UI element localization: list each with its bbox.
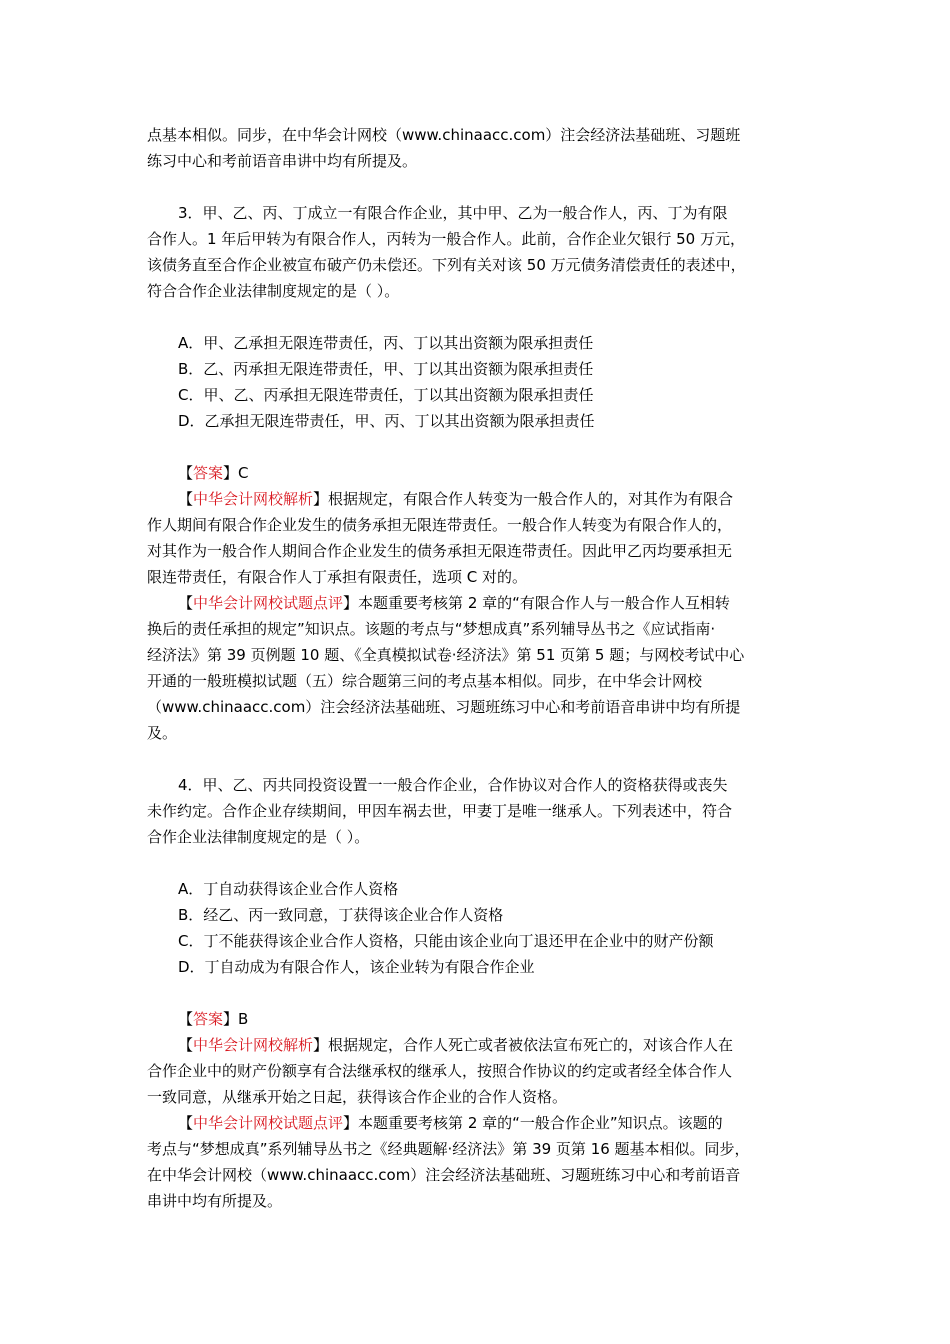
- question-3-review: [147, 590, 837, 616]
- question-3-option-a: A．甲、乙承担无限连带责任，丙、丁以其出资额为限承担责任: [178, 334, 594, 352]
- question-4-analysis: [147, 1032, 837, 1058]
- spacer: [147, 850, 837, 876]
- analysis-text: 根据规定，合作人死亡或者被依法宣布死亡的，对该合作人在: [328, 1036, 734, 1054]
- bracket-open: 【: [178, 1114, 194, 1132]
- question-3-stem: 合作人。1 年后甲转为有限合作人，丙转为一般合作人。此前，合作企业欠银行 50 万元，: [147, 230, 745, 248]
- question-4-option-c: C．丁不能获得该企业合作人资格，只能由该企业向丁退还甲在企业中的财产份额: [178, 932, 714, 950]
- spacer: [147, 174, 837, 200]
- question-4-review-line: 在中华会计网校（www.chinaacc.com）注会经济法基础班、习题班练习中心和考前语音: [147, 1166, 741, 1184]
- analysis-tag: 中华会计网校解析: [193, 490, 314, 508]
- answer-tag: 答案: [193, 1010, 224, 1028]
- spacer: [147, 434, 837, 460]
- question-4-option-d: D．丁自动成为有限合作人，该企业转为有限合作企业: [178, 958, 535, 976]
- bracket-close: 】: [313, 1036, 329, 1054]
- bracket-open: 【: [178, 490, 194, 508]
- question-3-analysis-line: 作人期间有限合作企业发生的债务承担无限连带责任。一般合作人转变为有限合作人的，: [147, 516, 733, 534]
- bracket-open: 【: [178, 1036, 194, 1054]
- spacer: [147, 746, 837, 772]
- answer-value: C: [238, 464, 249, 482]
- question-3-stem: 符合合作企业法律制度规定的是（ ）。: [147, 282, 400, 300]
- question-3-answer: [147, 460, 837, 486]
- answer-tag: 答案: [193, 464, 224, 482]
- question-3-stem: 3．甲、乙、丙、丁成立一有限合作企业，其中甲、乙为一般合作人，丙、丁为有限: [178, 204, 728, 222]
- review-tag: 中华会计网校试题点评: [193, 1114, 344, 1132]
- bracket-close: 】: [223, 464, 239, 482]
- question-4-answer: [147, 1006, 837, 1032]
- question-3-option-c: C．甲、乙、丙承担无限连带责任，丁以其出资额为限承担责任: [178, 386, 594, 404]
- intro-line: 练习中心和考前语音串讲中均有所提及。: [147, 152, 418, 170]
- question-3-review-line: 及。: [147, 724, 178, 742]
- review-tag: 中华会计网校试题点评: [193, 594, 344, 612]
- analysis-tag: 中华会计网校解析: [193, 1036, 314, 1054]
- question-3-review-line: 开通的一般班模拟试题（五）综合题第三问的考点基本相似。同步，在中华会计网校: [147, 672, 703, 690]
- spacer: [147, 980, 837, 1006]
- question-4-stem: 合作企业法律制度规定的是（ ）。: [147, 828, 370, 846]
- question-4-stem: 4．甲、乙、丙共同投资设置一一般合作企业，合作协议对合作人的资格获得或丧失: [178, 776, 728, 794]
- question-4-stem: 未作约定。合作企业存续期间，甲因车祸去世，甲妻丁是唯一继承人。下列表述中，符合: [147, 802, 733, 820]
- review-text: 本题重要考核第 2 章的“一般合作企业”知识点。该题的: [358, 1114, 723, 1132]
- question-3-review-line: （www.chinaacc.com）注会经济法基础班、习题班练习中心和考前语音串讲中均有所提: [147, 698, 741, 716]
- answer-value: B: [238, 1010, 249, 1028]
- bracket-close: 】: [223, 1010, 239, 1028]
- review-text: 本题重要考核第 2 章的“有限合作人与一般合作人互相转: [358, 594, 730, 612]
- question-3-option-b: B．乙、丙承担无限连带责任，甲、丁以其出资额为限承担责任: [178, 360, 594, 378]
- analysis-text: 根据规定，有限合作人转变为一般合作人的，对其作为有限合: [328, 490, 734, 508]
- question-4-analysis-line: 合作企业中的财产份额享有合法继承权的继承人，按照合作协议的约定或者经全体合作人: [147, 1062, 733, 1080]
- question-3-review-line: 经济法》第 39 页例题 10 题、《全真模拟试卷·经济法》第 51 页第 5 题；与网校考试中心: [147, 646, 745, 664]
- bracket-close: 】: [343, 1114, 359, 1132]
- bracket-open: 【: [178, 594, 194, 612]
- question-4-option-b: B．经乙、丙一致同意，丁获得该企业合作人资格: [178, 906, 504, 924]
- question-4-review-line: 考点与“梦想成真”系列辅导丛书之《经典题解·经济法》第 39 页第 16 题基本相似。同步，: [147, 1140, 750, 1158]
- question-3-analysis-line: 对其作为一般合作人期间合作企业发生的债务承担无限连带责任。因此甲乙丙均要承担无: [147, 542, 733, 560]
- bracket-close: 】: [343, 594, 359, 612]
- question-3-analysis-line: 限连带责任，有限合作人丁承担有限责任，选项 C 对的。: [147, 568, 528, 586]
- intro-line: 点基本相似。同步，在中华会计网校（www.chinaacc.com）注会经济法基础班、习题班: [147, 126, 741, 144]
- question-3-analysis: [147, 486, 837, 512]
- document-page: [147, 122, 837, 1214]
- question-4-review: [147, 1110, 837, 1136]
- question-4-option-a: A．丁自动获得该企业合作人资格: [178, 880, 399, 898]
- spacer: [147, 304, 837, 330]
- question-3-stem: 该债务直至合作企业被宣布破产仍未偿还。下列有关对该 50 万元债务清偿责任的表述中，: [147, 256, 746, 274]
- question-3-option-d: D．乙承担无限连带责任，甲、丙、丁以其出资额为限承担责任: [178, 412, 595, 430]
- bracket-close: 】: [313, 490, 329, 508]
- question-3-review-line: 换后的责任承担的规定”知识点。该题的考点与“梦想成真”系列辅导丛书之《应试指南·: [147, 620, 716, 638]
- question-4-analysis-line: 一致同意，从继承开始之日起，获得该合作企业的合作人资格。: [147, 1088, 568, 1106]
- bracket-open: 【: [178, 464, 194, 482]
- question-4-review-line: 串讲中均有所提及。: [147, 1192, 283, 1210]
- bracket-open: 【: [178, 1010, 194, 1028]
